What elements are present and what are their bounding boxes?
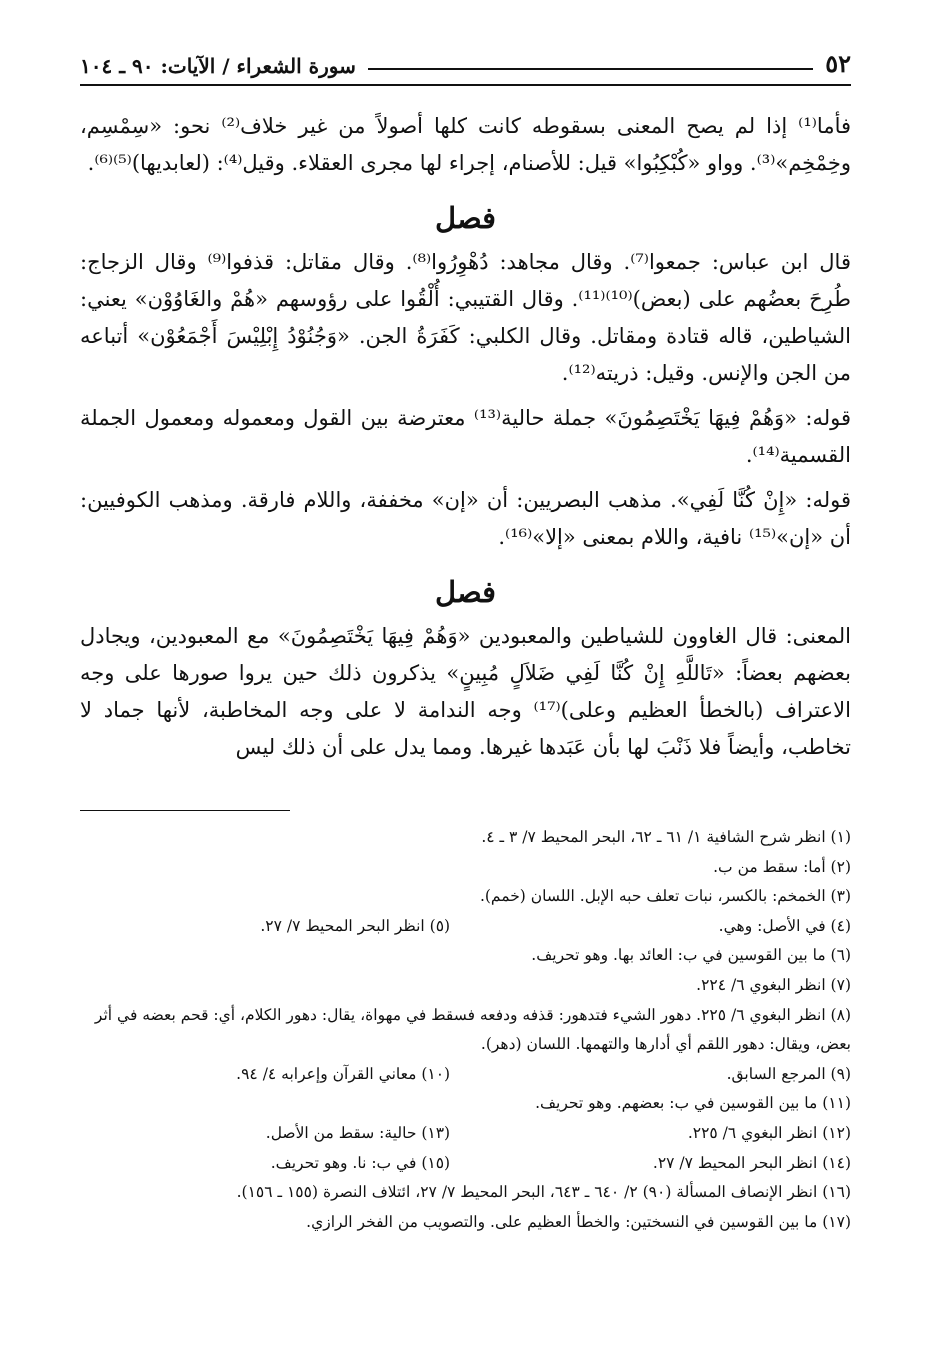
- paragraph-2: قال ابن عباس: جمعوا⁽⁷⁾. وقال مجاهد: دُهْوِرُوا⁽⁸⁾. وقال مقاتل: قذفوا⁽⁹⁾ وقال الزجاج: طُرِحَ بعضُهم على (بعض)⁽¹⁰⁾⁽¹¹⁾. وقال القتيبي: أُلْقُوا على رؤوسهم «هُمْ والغَاوُوْن» يعني: الشياطين، قاله قتادة ومقاتل. وقال الكلبي: كَفَرَةُ الجن. «وَجُنُوْدُ إِبْلِيْسَ أَجْمَعُوْن» أتباعه من الجن والإنس. وقيل: ذريته⁽¹²⁾.: [80, 250, 851, 385]
- header-rule: [80, 84, 851, 86]
- footnote-row-4-5: [80, 912, 851, 942]
- footnote-4: (٤) في الأصل: وهي.: [718, 916, 851, 935]
- footnote-11: (١١) ما بين القوسين في ب: بعضهم. وهو تحريف.: [535, 1094, 851, 1113]
- footnote-row-9-10: [80, 1060, 851, 1090]
- footnote-1: (١) انظر شرح الشافية ١/ ٦١ ـ ٦٢، البحر المحيط ٧/ ٣ ـ ٤.: [481, 828, 851, 846]
- footnotes: [80, 823, 851, 1237]
- footnote-7: (٧) انظر البغوي ٦/ ٢٢٤.: [696, 975, 851, 994]
- footnote-10: (١٠) معاني القرآن وإعرابه ٤/ ٩٤.: [236, 1064, 451, 1083]
- page-number: ٥٢: [825, 49, 851, 78]
- running-header: [80, 40, 851, 78]
- footnote-9: (٩) المرجع السابق.: [726, 1064, 851, 1083]
- paragraph-5: المعنى: قال الغاوون للشياطين والمعبودين «وَهُمْ فِيهَا يَخْتَصِمُونَ» مع المعبودين، ويجادل بعضهم بعضاً: «تَاللَّهِ إِنْ كُنَّا لَفِي ضَلاَلٍ مُبِينٍ» يذكرون ذلك حين يروا صورها على وجه الاعتراف (بالخطأ العظيم وعلى)⁽¹⁷⁾ وجه الندامة لا على وجه المخاطبة، لأنها جماد لا تخاطب، وأيضاً فلا ذَنْبَ لها بأن عَبَدها غيرها. ومما يدل على أن ذلك ليس: [80, 624, 851, 759]
- footnote-13: (١٣) حالية: سقط من الأصل.: [265, 1123, 451, 1142]
- footnote-row-12-13: [80, 1119, 851, 1149]
- section-heading-1: فصل: [435, 201, 496, 235]
- section-heading-2: فصل: [435, 575, 496, 609]
- paragraph-3: قوله: «وَهُمْ فِيهَا يَخْتَصِمُونَ» جملة حالية⁽¹³⁾ معترضة بين القول ومعموله ومعمول الجملة القسمية⁽¹⁴⁾.: [80, 406, 852, 467]
- paragraph-4: قوله: «إِنْ كُنَّا لَفِي». مذهب البصريين: أن «إن» مخففة، واللام فارقة. ومذهب الكوفيين: أن «إن»⁽¹⁵⁾ نافية، واللام بمعنى «إلا»⁽¹⁶⁾.: [80, 488, 851, 549]
- footnote-separator: [80, 810, 290, 811]
- footnote-6: (٦) ما بين القوسين في ب: العائد بها. وهو تحريف.: [531, 946, 851, 965]
- footnote-17: (١٧) ما بين القوسين في النسختين: والخطأ العظيم على. والتصويب من الفخر الرازي.: [306, 1212, 851, 1231]
- footnote-14: (١٤) انظر البحر المحيط ٧/ ٢٧.: [652, 1153, 851, 1172]
- footnote-5: (٥) انظر البحر المحيط ٧/ ٢٧.: [260, 916, 451, 935]
- footnote-8: (٨) انظر البغوي ٦/ ٢٢٥. دهور الشيء فتدهور: قذفه ودفعه فسقط في مهواة، يقال: دهور الكلام، أي: قحم بعضه في أثر بعض، ويقال: دهور اللقم أي أدارها والتهمها. اللسان (دهر).: [94, 1005, 851, 1054]
- footnote-3: (٣) الخمخم: بالكسر، نبات تعلف حبه الإبل. اللسان (خمم).: [479, 887, 851, 906]
- footnote-12: (١٢) انظر البغوي ٦/ ٢٢٥.: [687, 1123, 851, 1142]
- footnote-16: (١٦) انظر الإنصاف المسألة (٩٠) ٢/ ٦٤٠ ـ ٦٤٣، البحر المحيط ٧/ ٢٧، ائتلاف النصرة (١٥٥ ـ ١٥٦).: [236, 1183, 851, 1202]
- header-line: [368, 68, 813, 70]
- paragraph-1: فأما⁽¹⁾ إذا لم يصح المعنى بسقوطه كانت كلها أصولاً من غير خلاف⁽²⁾ نحو: «سِمْسِم، وخِمْخِم»⁽³⁾. وواو «كُبْكِبُوا» قيل: للأصنام، إجراء لها مجرى العقلاء. وقيل⁽⁴⁾: (لعابديها)⁽⁵⁾⁽⁶⁾.: [80, 114, 852, 175]
- footnote-row-14-15: [80, 1149, 851, 1179]
- header-title: سورة الشعراء / الآيات: ٩٠ ـ ١٠٤: [80, 54, 356, 78]
- footnote-2: (٢) أما: سقط من ب.: [713, 857, 851, 876]
- footnote-15: (١٥) في ب: نا. وهو تحريف.: [270, 1153, 451, 1172]
